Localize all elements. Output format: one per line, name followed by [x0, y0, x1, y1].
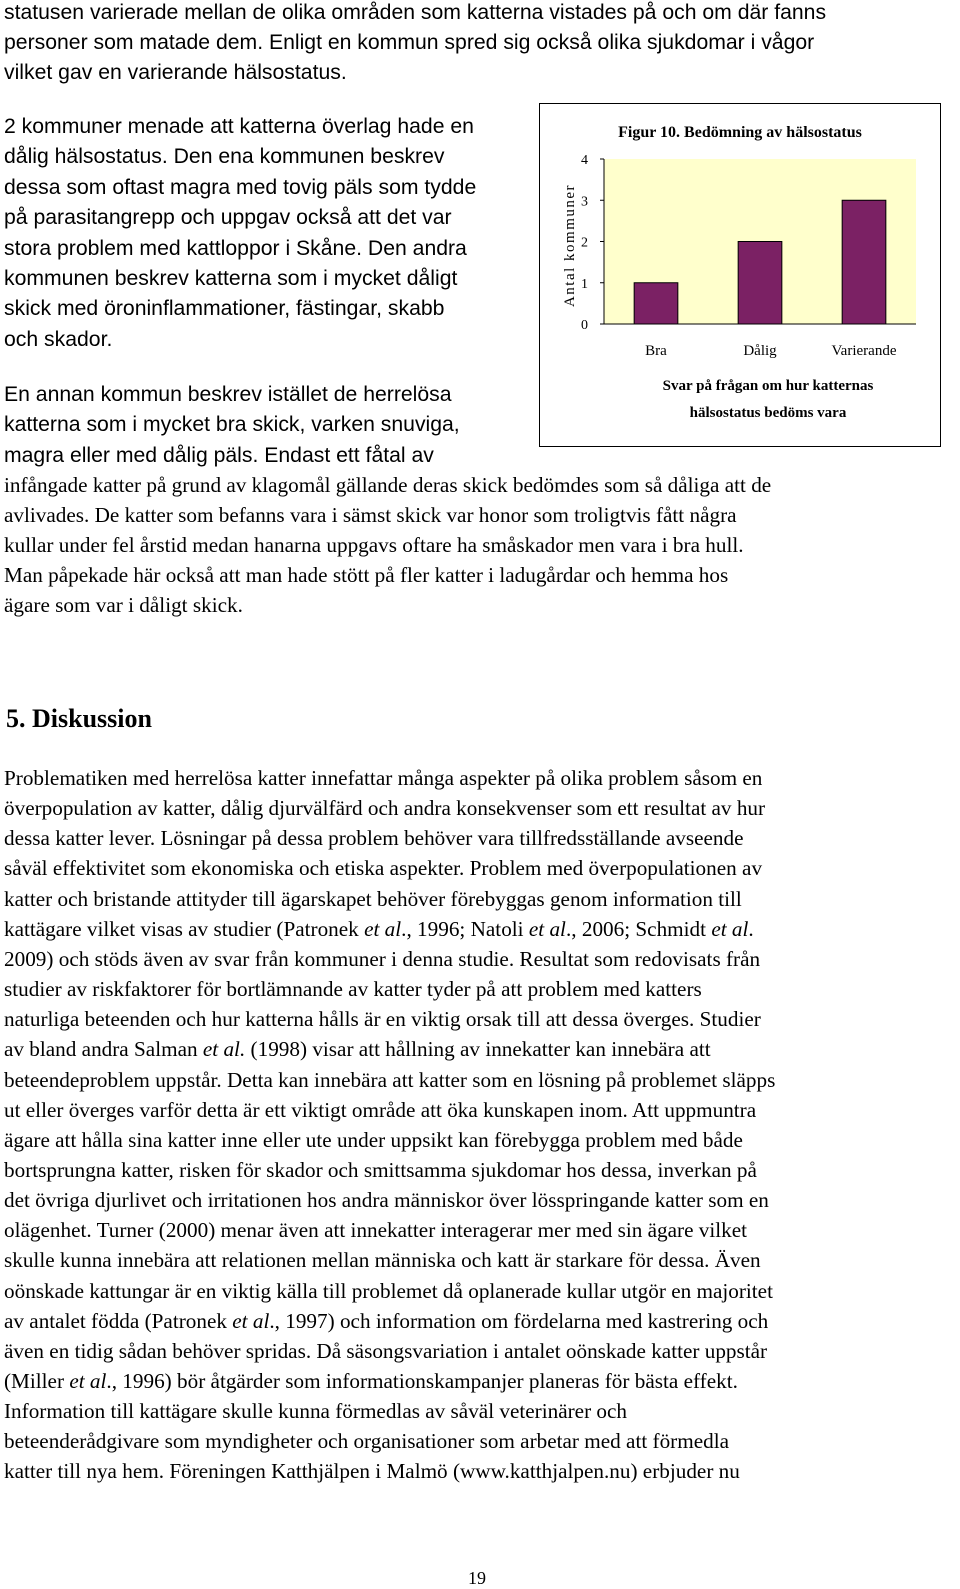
- text-line: avlivades. De katter som befanns vara i sämst skick var honor som troligtvis fått några: [4, 503, 737, 527]
- text-line: [4, 763, 762, 793]
- x-axis-label: Svar på frågan om hur katternas: [662, 378, 874, 394]
- text-line: personer som matade dem. Enligt en kommun spred sig också olika sjukdomar i vågor: [4, 31, 815, 55]
- y-tick-label: 2: [581, 235, 588, 251]
- text-line: [4, 914, 754, 944]
- text-line: skick med öroninflammationer, fästingar, skabb: [4, 297, 445, 321]
- text-segment: ., 1997) och information om fördelarna med kastrering och: [269, 1308, 769, 1333]
- text-line: [4, 1366, 738, 1396]
- text-line: ägare som var i dåligt skick.: [4, 593, 243, 617]
- y-tick-label: 0: [581, 318, 588, 333]
- text-line: och skador.: [4, 327, 113, 351]
- x-axis-label: hälsostatus bedöms vara: [689, 405, 847, 421]
- text-line: [4, 1034, 711, 1064]
- text-line: infångade katter på grund av klagomål gällande deras skick bedömdes som så dåliga att de: [4, 473, 772, 497]
- text-line: [4, 1245, 761, 1275]
- y-tick-label: 1: [581, 276, 588, 292]
- text-segment: (1998) visar att hållning av innekatter kan innebära att: [245, 1037, 711, 1062]
- italic-text: et al: [232, 1308, 270, 1333]
- text-segment: beteenderådgivare som myndigheter och organisationer som arbetar med att förmedla: [4, 1429, 730, 1454]
- bar-dålig: [738, 242, 782, 325]
- text-line: [4, 1004, 761, 1034]
- text-line: [4, 823, 744, 853]
- text-line: dålig hälsostatus. Den ena kommunen beskrev: [4, 145, 445, 169]
- text-segment: även en tidig sådan behöver spridas. Då säsongsvariation i antalet oönskade katter uppstår: [4, 1338, 768, 1363]
- text-segment: ., 1996; Natoli: [401, 916, 529, 941]
- text-segment: katter till nya hem. Föreningen Katthjälpen i Malmö (www.katthjalpen.nu) erbjuder nu: [4, 1459, 740, 1484]
- italic-text: et al: [711, 916, 749, 941]
- text-line: stora problem med kattloppor i Skåne. Den andra: [4, 236, 467, 260]
- text-line: [4, 853, 762, 883]
- text-segment: naturliga beteenden och hur katterna hålls är en viktig orsak till att dessa överges. Studier: [4, 1007, 761, 1032]
- text-segment: (Miller: [4, 1369, 70, 1393]
- text-line: magra eller med dålig päls. Endast ett fåtal av: [4, 443, 434, 467]
- text-line: [4, 974, 702, 1004]
- text-segment: bortsprungna katter, risken för skador och smittsamma sjukdomar hos dessa, inverkan på: [4, 1157, 757, 1182]
- text-segment: det övriga djurlivet och irritationen hos andra människor över lösspringande katter som en: [4, 1188, 769, 1213]
- text-line: [4, 1065, 775, 1095]
- text-segment: oönskade kattungar är en viktig källa till problemet då oplanerade kullar utgör en majoritet: [4, 1278, 773, 1303]
- y-tick-label: 3: [581, 194, 588, 210]
- y-axis-label: Antal kommuner: [562, 183, 578, 308]
- text-line: kommunen beskrev katterna som i mycket dåligt: [4, 267, 458, 290]
- text-line: En annan kommun beskrev istället de herrelösa: [4, 383, 452, 406]
- italic-text: et al.: [202, 1037, 246, 1062]
- text-segment: katter och bristande attityder till ägarskapet behöver förebyggas genom information till: [4, 886, 742, 911]
- text-segment: studier av riskfaktorer för bortlämnande av katter tyder på att problem med katters: [4, 977, 702, 1002]
- text-line: 2 kommuner menade att katterna överlag hade en: [4, 115, 474, 138]
- x-category-label: Bra: [645, 343, 667, 359]
- text-segment: av bland andra Salman: [4, 1037, 203, 1062]
- text-line: [4, 1396, 627, 1426]
- section-heading: 5. Diskussion: [6, 704, 152, 733]
- text-line: statusen varierade mellan de olika områden som katterna vistades på och om där fanns: [4, 1, 827, 24]
- bar-varierande: [842, 200, 886, 324]
- text-line: [4, 1306, 768, 1336]
- text-line: kullar under fel årstid medan hanarna uppgavs oftare ha småskador men vara i bra hull.: [4, 533, 744, 557]
- text-line: [4, 1095, 756, 1125]
- y-tick-label: 4: [581, 153, 588, 168]
- text-line: [4, 884, 742, 914]
- text-segment: olägenhet. Turner (2000) menar även att innekatter interagerar mer med sin ägare vilket: [4, 1218, 748, 1243]
- text-line: [4, 1215, 747, 1245]
- text-line: [4, 1185, 769, 1215]
- x-category-label: Varierande: [831, 343, 897, 359]
- text-segment: ut eller överges varför detta är ett viktigt område att öka kunskapen inom. Att uppmuntra: [4, 1097, 757, 1122]
- figure-10-chart: [539, 103, 941, 447]
- text-line: [4, 1155, 757, 1185]
- x-category-label: Dålig: [743, 343, 777, 359]
- text-segment: skulle kunna innebära att relationen mellan människa och katt är starkare för dessa. Även: [4, 1248, 761, 1273]
- text-segment: ägare att hålla sina katter inne eller ute under uppsikt kan förebygga problem med både: [4, 1127, 743, 1152]
- bar-chart: [540, 104, 940, 446]
- text-line: på parasitangrepp och uppgav också att det var: [4, 206, 452, 230]
- text-segment: Information till kattägare skulle kunna förmedlas av såväl veterinärer och: [4, 1399, 628, 1424]
- text-line: [4, 944, 760, 974]
- text-segment: av antalet födda (Patronek: [4, 1308, 233, 1333]
- text-segment: dessa katter lever. Lösningar på dessa problem behöver vara tillfredsställande avseende: [4, 826, 744, 851]
- text-line: [4, 1276, 773, 1306]
- text-segment: .: [748, 916, 754, 941]
- text-line: dessa som oftast magra med tovig päls som tydde: [4, 175, 477, 199]
- text-line: [4, 1125, 743, 1155]
- chart-title: Figur 10. Bedömning av hälsostatus: [618, 124, 862, 141]
- text-segment: såväl effektivitet som ekonomiska och etiska aspekter. Problem med överpopulationen av: [4, 856, 763, 881]
- italic-text: et al: [69, 1369, 107, 1393]
- text-segment: kattägare vilket visas av studier (Patronek: [4, 916, 365, 941]
- text-segment: ., 2006; Schmidt: [565, 916, 712, 941]
- page-number: 19: [468, 1568, 486, 1588]
- text-line: Man påpekade här också att man hade stött på fler katter i ladugårdar och hemma hos: [4, 563, 729, 587]
- text-line: [4, 1456, 740, 1486]
- text-segment: överpopulation av katter, dålig djurvälfärd och andra konsekvenser som ett resultat av hur: [4, 796, 766, 821]
- italic-text: et al: [364, 916, 402, 941]
- text-line: [4, 1426, 729, 1456]
- bar-bra: [634, 283, 678, 324]
- text-line: vilket gav en varierande hälsostatus.: [4, 61, 347, 85]
- text-segment: ., 1996) bör åtgärder som informationskampanjer planeras för bästa effekt.: [106, 1369, 738, 1393]
- text-line: [4, 1336, 767, 1366]
- italic-text: et al: [528, 916, 566, 941]
- text-segment: 2009) och stöds även av svar från kommuner i denna studie. Resultat som redovisats från: [4, 946, 761, 971]
- text-line: katterna som i mycket bra skick, varken snuviga,: [4, 413, 460, 437]
- text-segment: Problematiken med herrelösa katter innefattar många aspekter på olika problem såsom en: [4, 766, 763, 790]
- text-line: [4, 793, 765, 823]
- text-segment: beteendeproblem uppstår. Detta kan innebära att katter som en lösning på problemet släpps: [4, 1067, 776, 1092]
